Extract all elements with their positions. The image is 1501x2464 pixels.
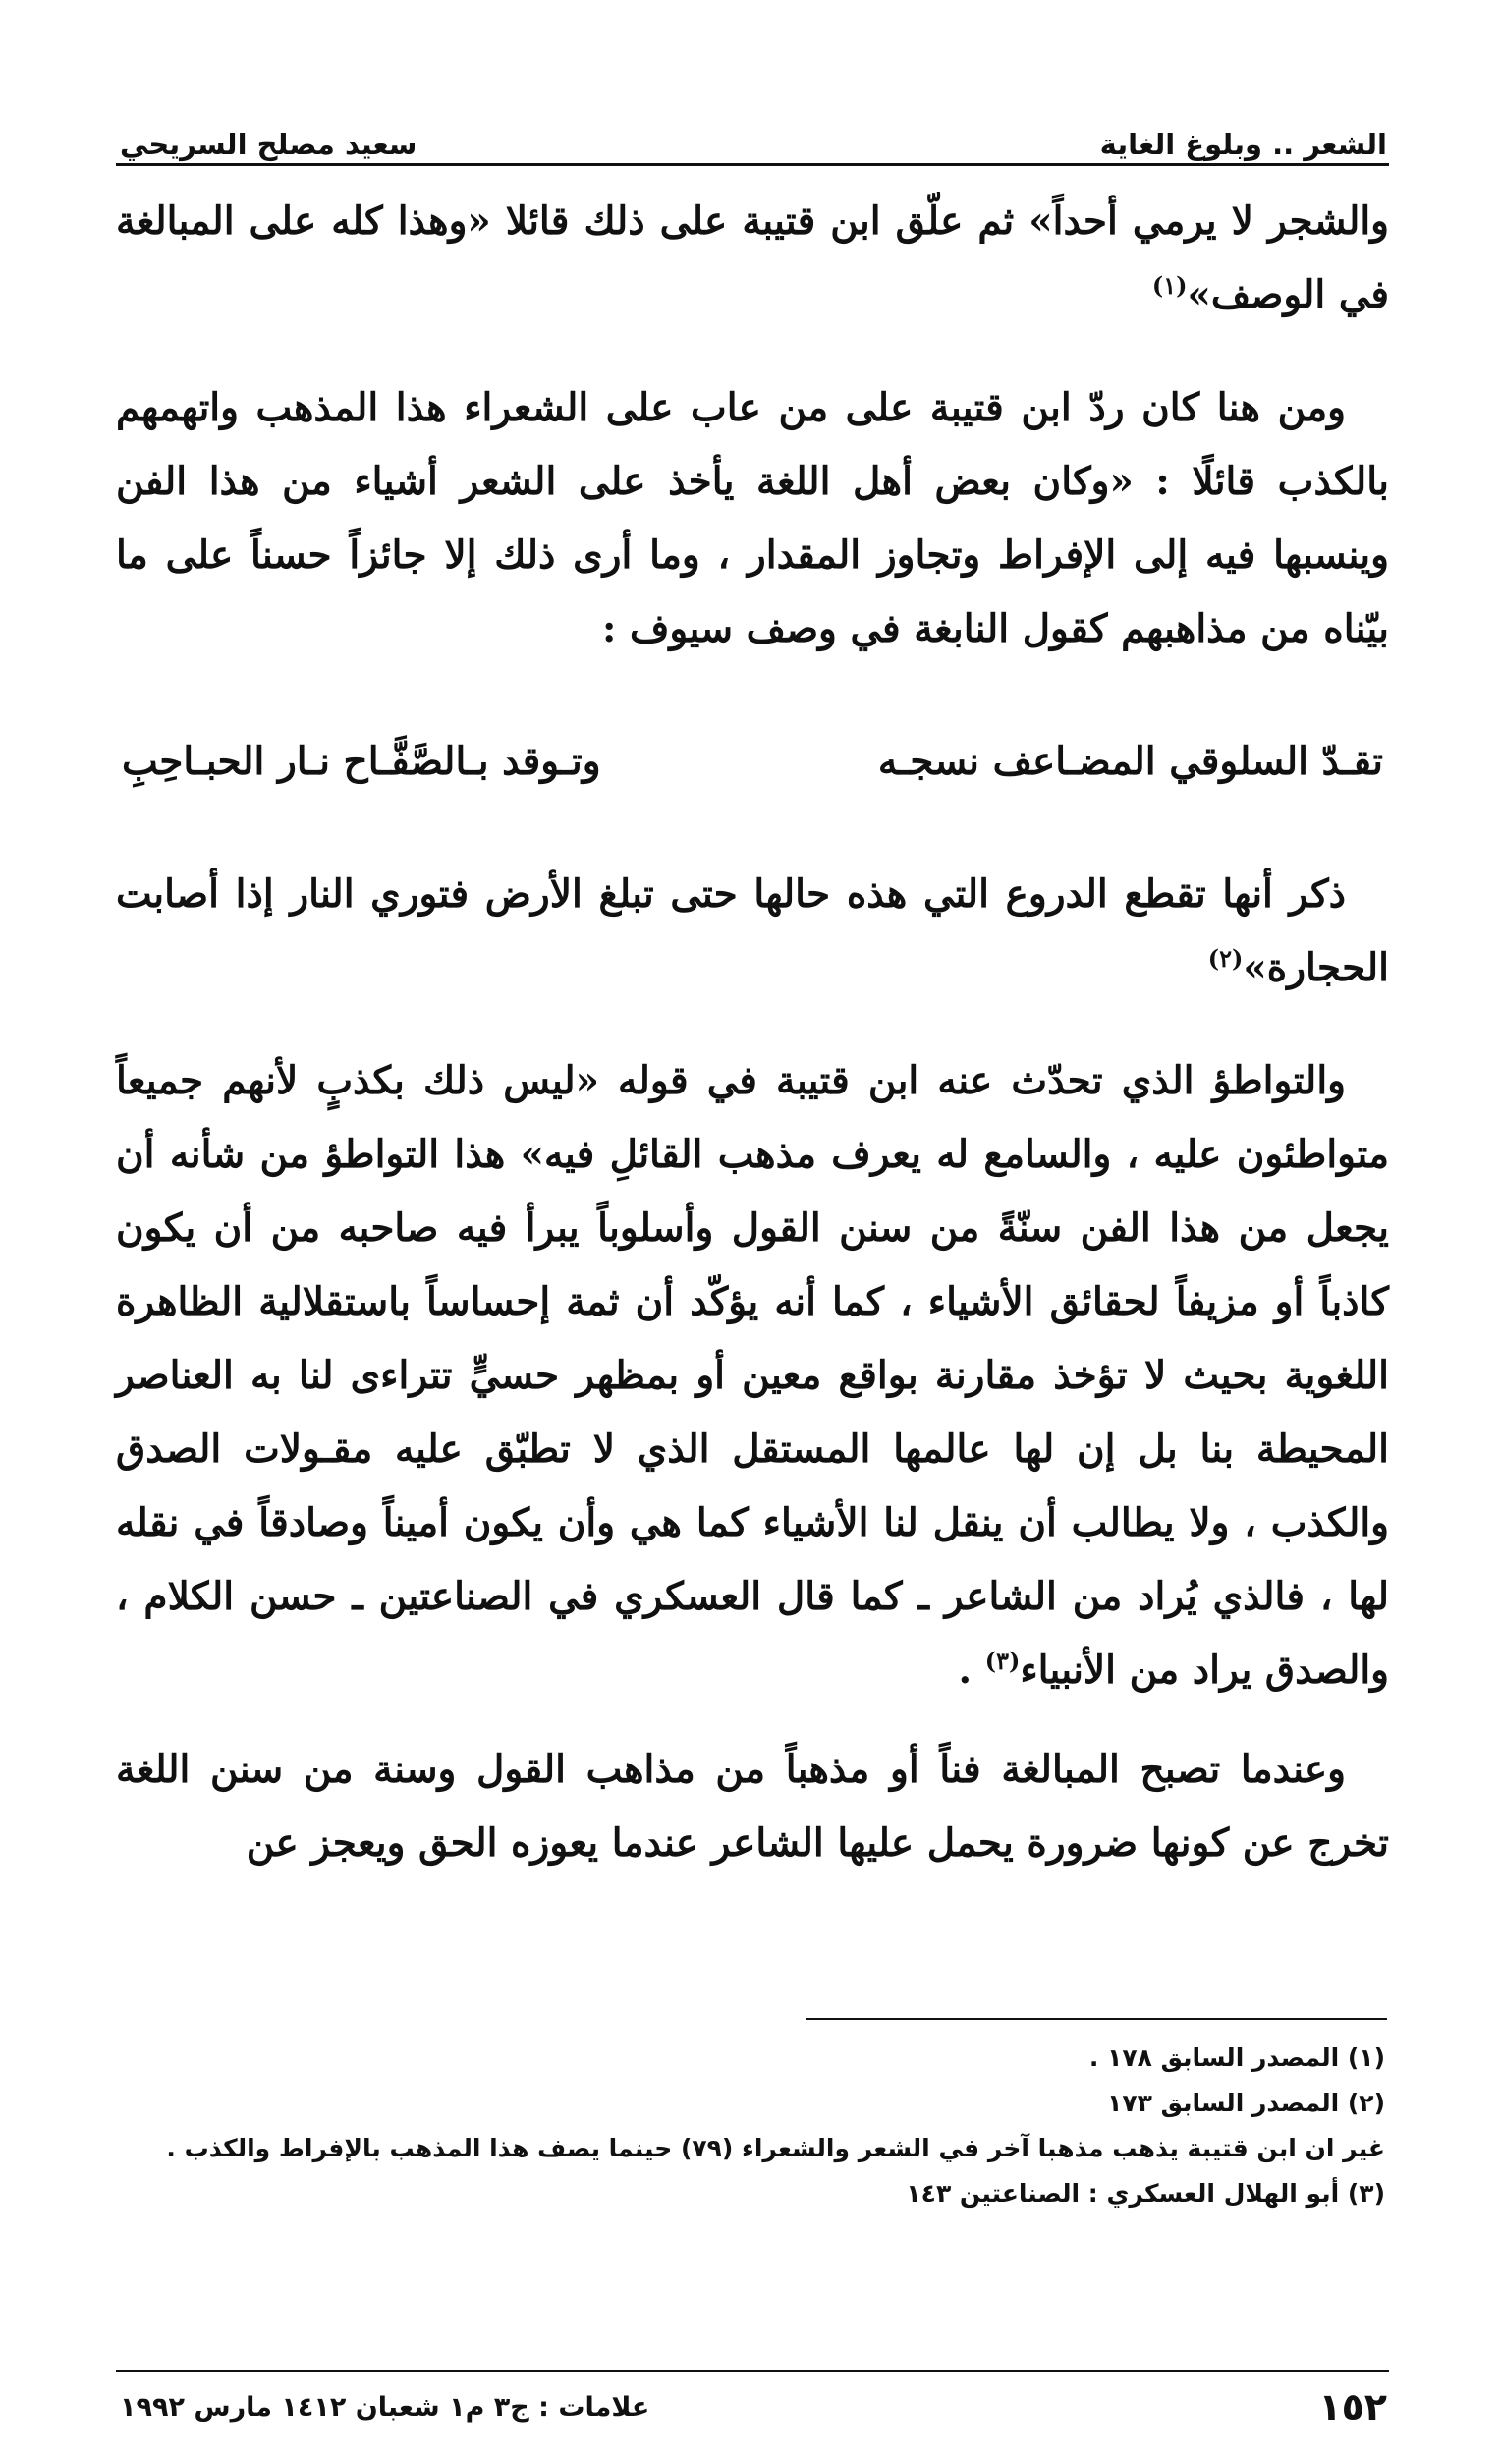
paragraph-4-end: . (958, 1648, 985, 1693)
footnote-ref-3: (٣) (984, 1647, 1021, 1675)
poetry-verse (116, 725, 1389, 799)
paragraph-3 (116, 858, 1389, 1005)
footnotes (126, 2036, 1385, 2216)
verse-second-hemistich: وتـوقد بـالصَّفَّـاح نـار الحبـاحِبِ (122, 739, 601, 784)
footnote-2-extra: غير ان ابن قتيبة يذهب مذهبا آخر في الشعر والشعراء (٧٩) حينما يصف هذا المذهب بالإفراط والكذب . (166, 2134, 1385, 2162)
footer-divider (116, 2370, 1389, 2372)
paragraph-4 (116, 1044, 1389, 1708)
paragraph-2: ومن هنا كان ردّ ابن قتيبة على من عاب على الشعراء هذا المذهب واتهمهم بالكذب قائلًا : «وكان بعض أهل اللغة يأخذ على الشعر أشياء من هذا الفن وينسبها فيه إلى الإفراط وتجاوز المقدار ، وما أرى ذلك إلا جائزاً حسناً على ما بيّناه من مذاهبهم كقول النابغة في وصف سيوف : (116, 385, 1389, 651)
footnote-2: (٢) المصدر السابق ١٧٣ (1107, 2089, 1385, 2117)
header-divider (116, 163, 1389, 166)
paragraph-1-text: والشجر لا يرمي أحداً» ثم علّق ابن قتيبة على ذلك قائلا «وهذا كله على المبالغة في الوصف» (116, 198, 1389, 317)
paragraph-3-text: ذكر أنها تقطع الدروع التي هذه حالها حتى تبلغ الأرض فتوري النار إذا أصابت الحجارة» (116, 871, 1389, 990)
article-body (116, 185, 1389, 1880)
page-header (120, 106, 1387, 161)
footnote-ref-2: (٢) (1207, 944, 1244, 973)
page-number: ١٥٢ (1318, 2385, 1387, 2429)
footnote-divider (806, 2018, 1387, 2020)
author-name: سعيد مصلح السريحي (120, 128, 417, 161)
footnote-3: (٣) أبو الهلال العسكري : الصناعتين ١٤٣ (906, 2179, 1385, 2208)
paragraph-4-text: والتواطؤ الذي تحدّث عنه ابن قتيبة في قوله «ليس ذلك بكذبٍ لأنهم جميعاً متواطئون عليه ، والسامع له يعرف مذهب القائلِ فيه» هذا التواطؤ من شأنه أن يجعل من هذا الفن سنّةً من سنن القول وأسلوباً يبرأ فيه صاحبه من أن يكون كاذباً أو مزيفاً لحقائق الأشياء ، كما أنه يؤكّد أن ثمة إحساساً باستقلالية الظاهرة اللغوية بحيث لا تؤخذ مقارنة بواقع معين أو بمظهر حسيٍّ تتراءى لنا به العناصر المحيطة بنا بل إن لها عالمها المستقل الذي لا تطبّق عليه مقـولات الصدق والكذب ، ولا يطالب أن ينقل لنا الأشياء كما هي وأن يكون أميناً وصادقاً في نقله لها ، فالذي يُراد من الشاعر ـ كما قال العسكري في الصناعتين ـ حسن الكلام ، والصدق يراد من الأنبياء (116, 1058, 1389, 1693)
footnote-1: (١) المصدر السابق ١٧٨ . (1088, 2044, 1385, 2072)
paragraph-5: وعندما تصبح المبالغة فناً أو مذهباً من مذاهب القول وسنة من سنن اللغة تخرج عن كونها ضرورة يحمل عليها الشاعر عندما يعوزه الحق ويعجز عن (116, 1747, 1389, 1866)
page-footer (120, 2378, 1387, 2436)
footnote-ref-1: (١) (1151, 271, 1188, 300)
paragraph-1 (116, 185, 1389, 332)
issue-info: علامات : ج٣ م١ شعبان ١٤١٢ مارس ١٩٩٢ (120, 2391, 650, 2423)
verse-first-hemistich: تقـدّ السلوقي المضـاعف نسجـه (877, 739, 1383, 784)
running-title: الشعر .. وبلوغ الغاية (1099, 128, 1387, 161)
